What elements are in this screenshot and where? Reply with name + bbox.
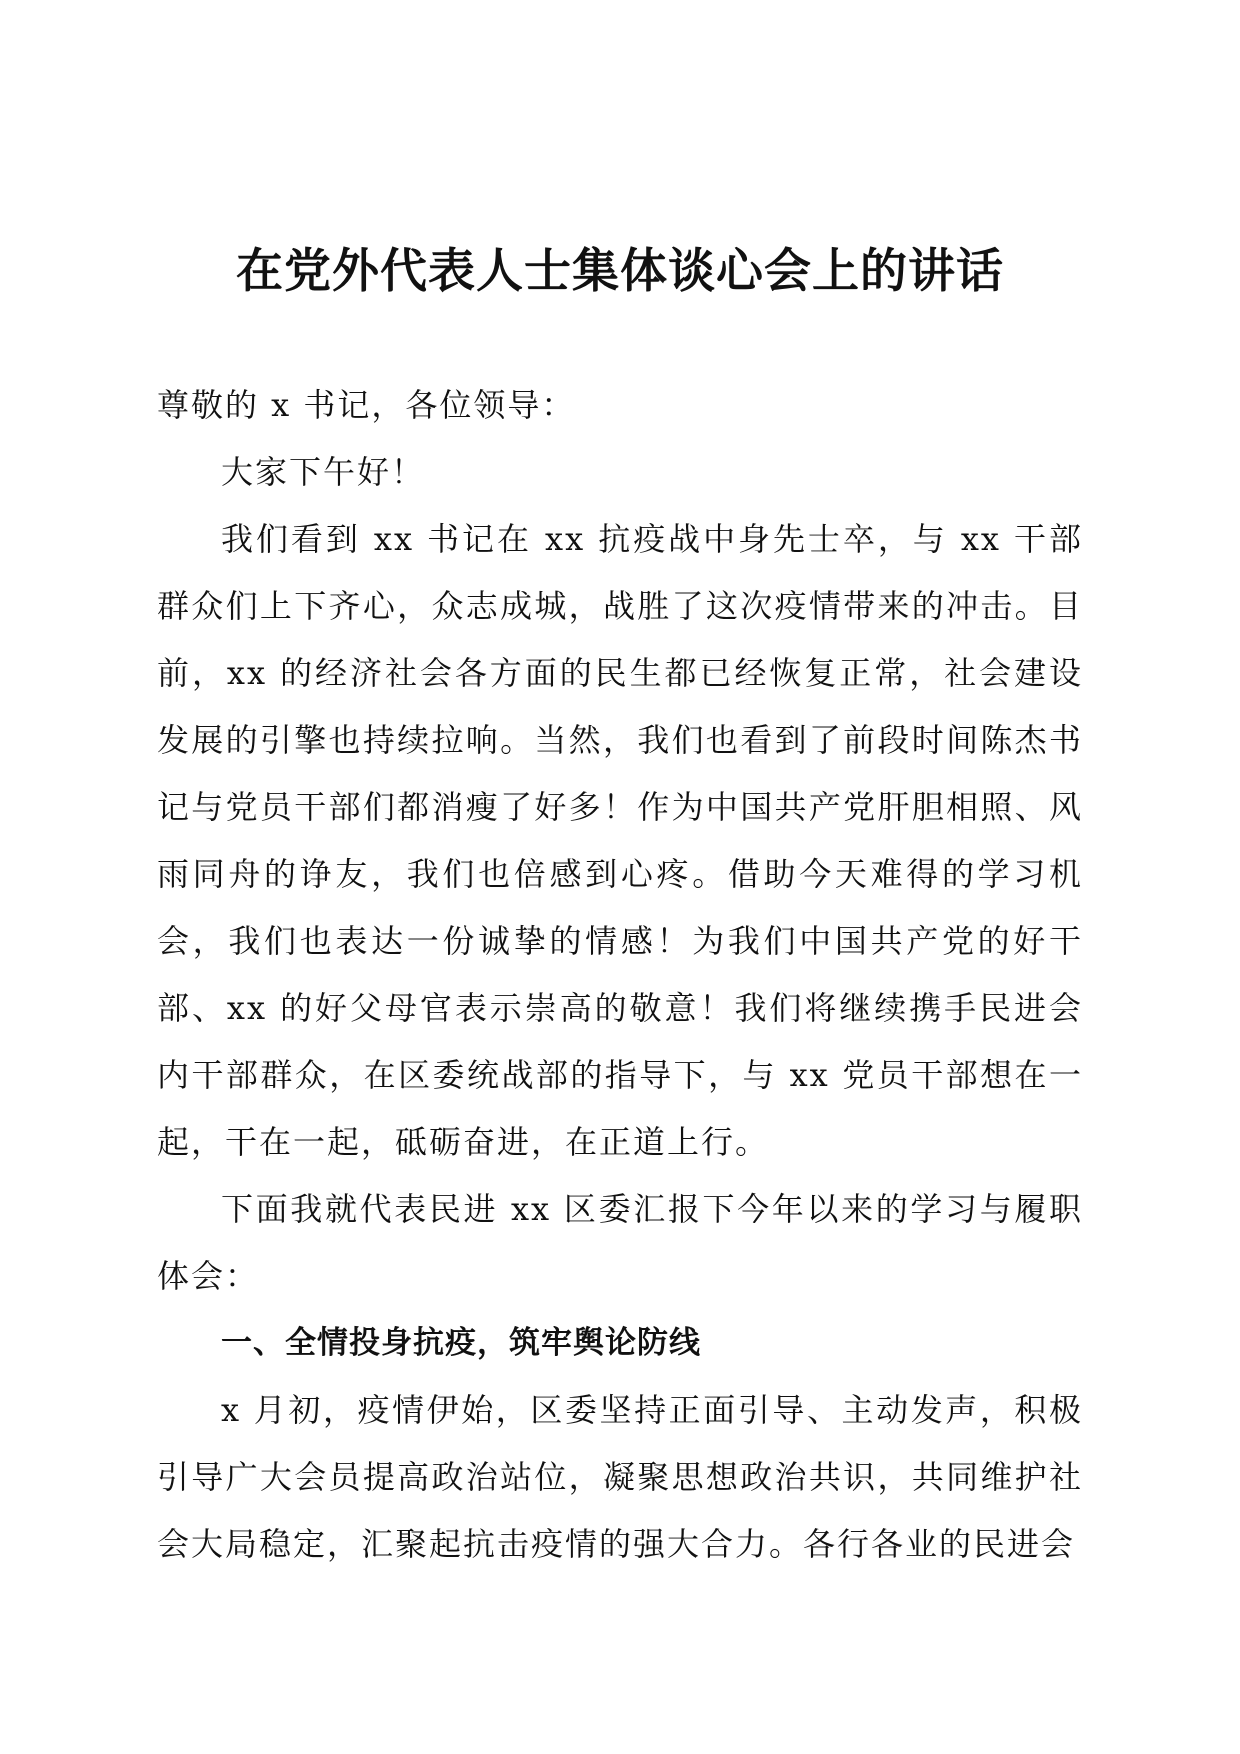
- paragraph: 我们看到 xx 书记在 xx 抗疫战中身先士卒，与 xx 干部群众们上下齐心，众志成城，战胜了这次疫情带来的冲击。目前，xx 的经济社会各方面的民生都已经恢复正常，社会建设发展的引擎也持续拉响。当然，我们也看到了前段时间陈杰书记与党员干部们都消瘦了好多！作为中国共产党肝胆相照、风雨同舟的诤友，我们也倍感到心疼。借助今天难得的学习机会，我们也表达一份诚挚的情感！为我们中国共产党的好干部、xx 的好父母官表示崇高的敬意！我们将继续携手民进会内干部群众，在区委统战部的指导下，与 xx 党员干部想在一起，干在一起，砥砺奋进，在正道上行。: [157, 520, 1083, 1161]
- document-title: 在党外代表人士集体谈心会上的讲话: [236, 244, 1004, 299]
- paragraph: 下面我就代表民进 xx 区委汇报下今年以来的学习与履职体会：: [157, 1190, 1083, 1295]
- paragraph: x 月初，疫情伊始，区委坚持正面引导、主动发声，积极引导广大会员提高政治站位，凝聚思想政治共识，共同维护社会大局稳定，汇聚起抗击疫情的强大合力。各行各业的民进会: [157, 1391, 1083, 1563]
- greeting: 大家下午好！: [221, 453, 426, 491]
- salutation: 尊敬的 x 书记，各位领导：: [157, 386, 576, 424]
- section-heading: 一、全情投身抗疫，筑牢舆论防线: [221, 1325, 701, 1361]
- document-body: [157, 372, 1083, 1578]
